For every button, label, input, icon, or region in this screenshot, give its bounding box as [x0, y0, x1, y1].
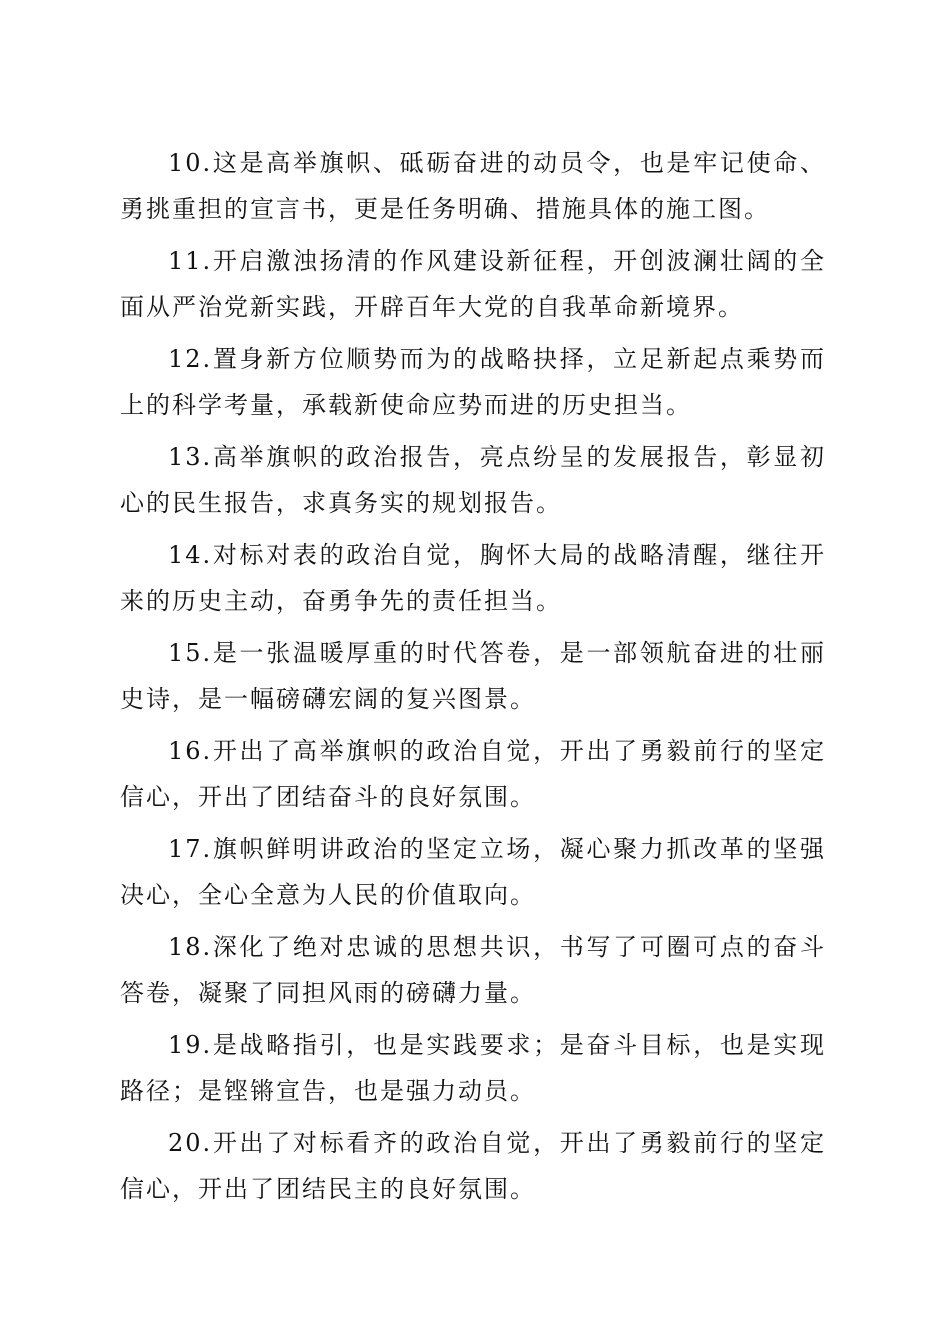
paragraph-20: 20.开出了对标看齐的政治自觉，开出了勇毅前行的坚定信心，开出了团结民主的良好氛围。 [120, 1129, 826, 1203]
paragraph-18: 18.深化了绝对忠诚的思想共识，书写了可圈可点的奋斗答卷，凝聚了同担风雨的磅礴力量。 [120, 933, 826, 1007]
paragraph-19: 19.是战略指引，也是实践要求；是奋斗目标，也是实现路径；是铿锵宣告，也是强力动员。 [120, 1031, 826, 1105]
paragraph-10: 10.这是高举旗帜、砥砺奋进的动员令，也是牢记使命、勇挑重担的宣言书，更是任务明确、措施具体的施工图。 [120, 149, 826, 223]
paragraph-14: 14.对标对表的政治自觉，胸怀大局的战略清醒，继往开来的历史主动，奋勇争先的责任担当。 [120, 541, 826, 615]
paragraph-17: 17.旗帜鲜明讲政治的坚定立场，凝心聚力抓改革的坚强决心，全心全意为人民的价值取向。 [120, 835, 826, 909]
paragraph-12: 12.置身新方位顺势而为的战略抉择，立足新起点乘势而上的科学考量，承载新使命应势而进的历史担当。 [120, 345, 826, 419]
paragraph-15: 15.是一张温暖厚重的时代答卷，是一部领航奋进的壮丽史诗，是一幅磅礴宏阔的复兴图景。 [120, 639, 826, 713]
paragraph-13: 13.高举旗帜的政治报告，亮点纷呈的发展报告，彰显初心的民生报告，求真务实的规划报告。 [120, 443, 826, 517]
paragraph-16: 16.开出了高举旗帜的政治自觉，开出了勇毅前行的坚定信心，开出了团结奋斗的良好氛围。 [120, 737, 826, 811]
document-body [120, 140, 826, 1218]
paragraph-11: 11.开启激浊扬清的作风建设新征程，开创波澜壮阔的全面从严治党新实践，开辟百年大党的自我革命新境界。 [120, 247, 826, 321]
